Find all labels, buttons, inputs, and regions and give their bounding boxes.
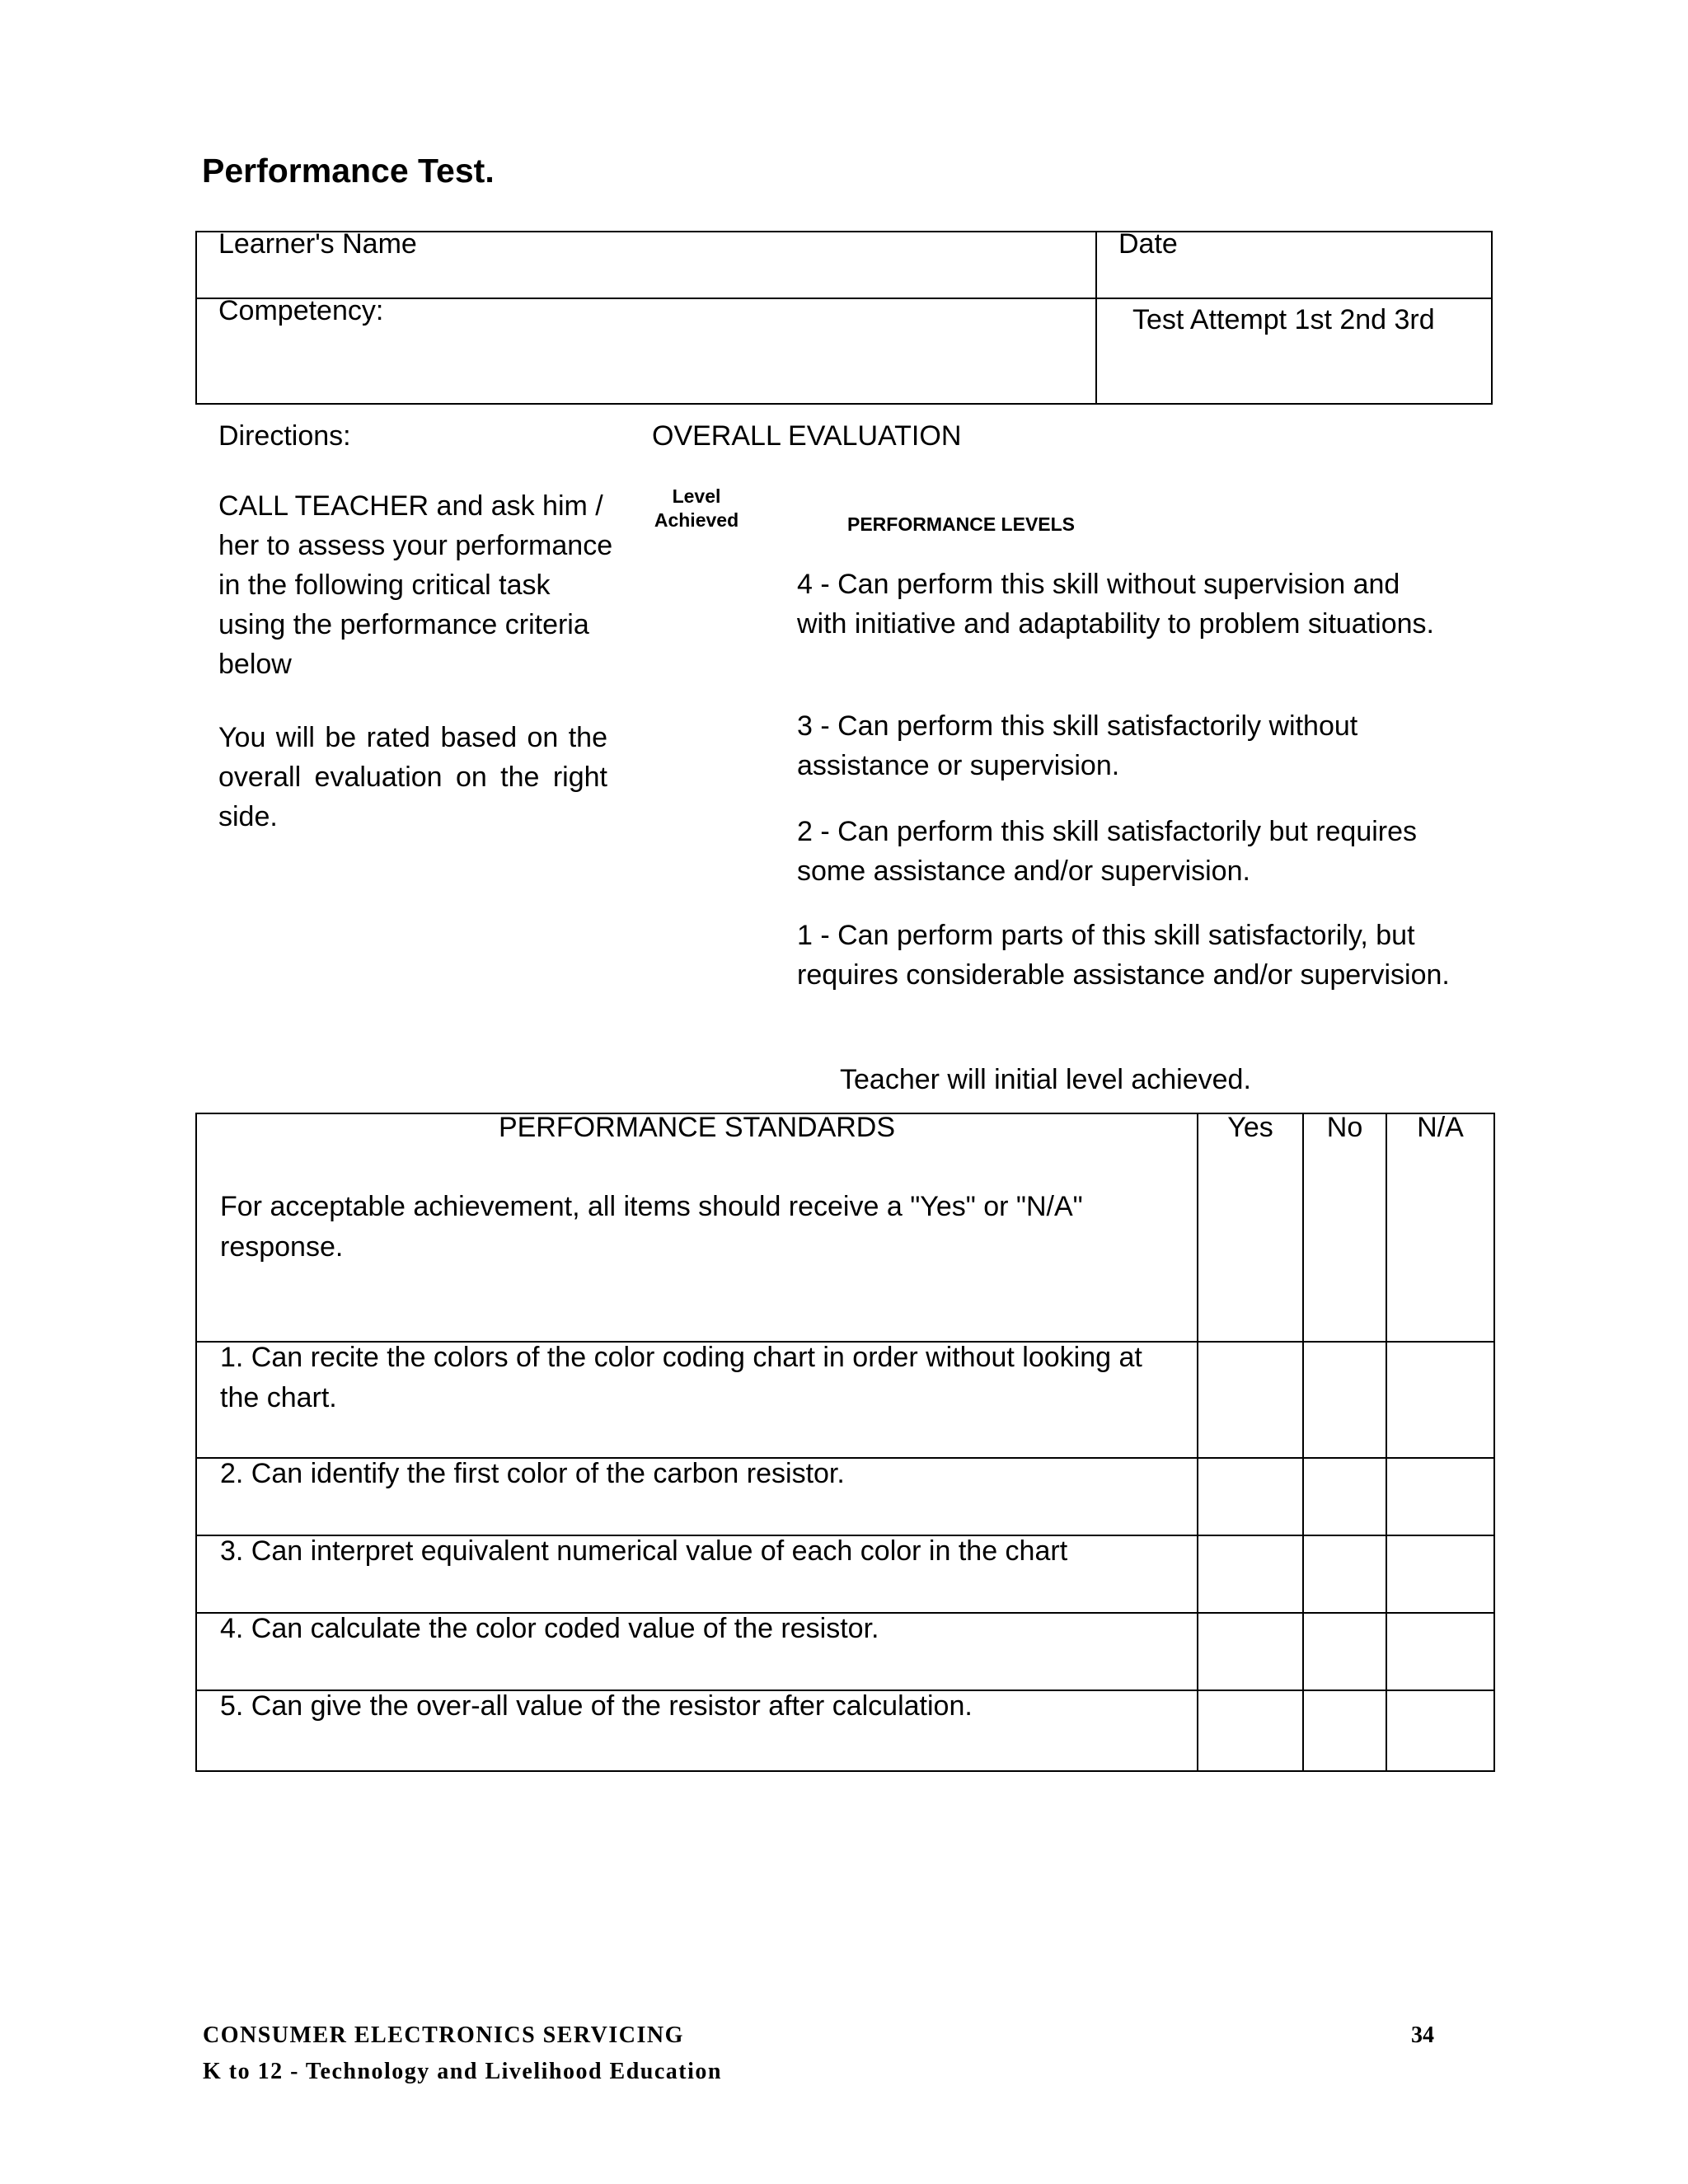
table-header-row (196, 1113, 1494, 1342)
acceptance-note: For acceptable achievement, all items should receive a "Yes" or "N/A" response. (220, 1191, 1083, 1263)
table-row (196, 1458, 1494, 1535)
no-checkbox-cell[interactable] (1303, 1535, 1386, 1613)
na-checkbox-cell[interactable] (1386, 1342, 1494, 1458)
page-title: Performance Test. (202, 152, 495, 190)
yes-checkbox-cell[interactable] (1198, 1690, 1303, 1771)
footer-program-title: K to 12 - Technology and Livelihood Education (203, 2059, 722, 2084)
col-no-header (1303, 1113, 1386, 1342)
standards-heading: PERFORMANCE STANDARDS (498, 1112, 896, 1143)
standard-item-2: 2. Can identify the first color of the carbon resistor. (220, 1458, 845, 1489)
no-checkbox-cell[interactable] (1303, 1342, 1386, 1458)
test-attempt-label: Test Attempt 1st 2nd 3rd (1132, 304, 1435, 335)
standard-item-5: 5. Can give the over-all value of the resistor after calculation. (220, 1690, 973, 1722)
learner-name-label: Learner's Name (218, 228, 417, 260)
footer-course-title: CONSUMER ELECTRONICS SERVICING (203, 2022, 684, 2048)
standard-item-4: 4. Can calculate the color coded value of the resistor. (220, 1613, 879, 1644)
yes-checkbox-cell[interactable] (1198, 1458, 1303, 1535)
standard-item-1: 1. Can recite the colors of the color coding chart in order without looking at the chart. (220, 1342, 1142, 1413)
standard-item-cell (196, 1535, 1198, 1613)
competency-label: Competency: (218, 295, 384, 326)
directions-label: Directions: (218, 420, 351, 452)
directions-rating-note: You will be rated based on the overall evaluation on the right side. (218, 722, 607, 832)
level-achieved-label-line1: Level (672, 485, 721, 507)
no-checkbox-cell[interactable] (1303, 1690, 1386, 1771)
performance-level-1: 1 - Can perform parts of this skill satisfactorily, but requires considerable assistance and/or supervision. (797, 920, 1450, 991)
col-na-label: N/A (1417, 1112, 1464, 1143)
performance-level-2: 2 - Can perform this skill satisfactorily but requires some assistance and/or supervision. (797, 816, 1418, 887)
level-achieved-label-line2: Achieved (654, 509, 739, 531)
na-checkbox-cell[interactable] (1386, 1535, 1494, 1613)
performance-level-3: 3 - Can perform this skill satisfactorily without assistance or supervision. (797, 710, 1358, 781)
na-checkbox-cell[interactable] (1386, 1690, 1494, 1771)
directions-instruction: CALL TEACHER and ask him / her to assess your performance in the following critical task using the performance criteria below (218, 490, 613, 680)
standards-header-cell (196, 1113, 1198, 1342)
na-checkbox-cell[interactable] (1386, 1458, 1494, 1535)
date-label: Date (1118, 228, 1178, 260)
performance-levels-heading: PERFORMANCE LEVELS (847, 513, 1076, 535)
header-divider-vertical (1095, 232, 1097, 403)
yes-checkbox-cell[interactable] (1198, 1535, 1303, 1613)
col-yes-header (1198, 1113, 1303, 1342)
teacher-note: Teacher will initial level achieved. (840, 1064, 1251, 1095)
yes-checkbox-cell[interactable] (1198, 1613, 1303, 1690)
table-row (196, 1613, 1494, 1690)
na-checkbox-cell[interactable] (1386, 1613, 1494, 1690)
table-row (196, 1535, 1494, 1613)
col-na-header (1386, 1113, 1494, 1342)
standard-item-cell (196, 1613, 1198, 1690)
standard-item-cell (196, 1458, 1198, 1535)
standard-item-cell (196, 1342, 1198, 1458)
performance-standards-table (195, 1113, 1495, 1772)
overall-evaluation-heading: OVERALL EVALUATION (652, 420, 962, 452)
page-number: 34 (1411, 2022, 1434, 2048)
col-yes-label: Yes (1227, 1112, 1273, 1143)
table-row (196, 1690, 1494, 1771)
yes-checkbox-cell[interactable] (1198, 1342, 1303, 1458)
performance-level-4: 4 - Can perform this skill without supervision and with initiative and adaptability to problem situations. (797, 569, 1434, 640)
no-checkbox-cell[interactable] (1303, 1613, 1386, 1690)
no-checkbox-cell[interactable] (1303, 1458, 1386, 1535)
header-divider-horizontal (197, 298, 1491, 299)
standard-item-3: 3. Can interpret equivalent numerical value of each color in the chart (220, 1535, 1068, 1567)
table-row (196, 1342, 1494, 1458)
col-no-label: No (1326, 1112, 1363, 1143)
standard-item-cell (196, 1690, 1198, 1771)
